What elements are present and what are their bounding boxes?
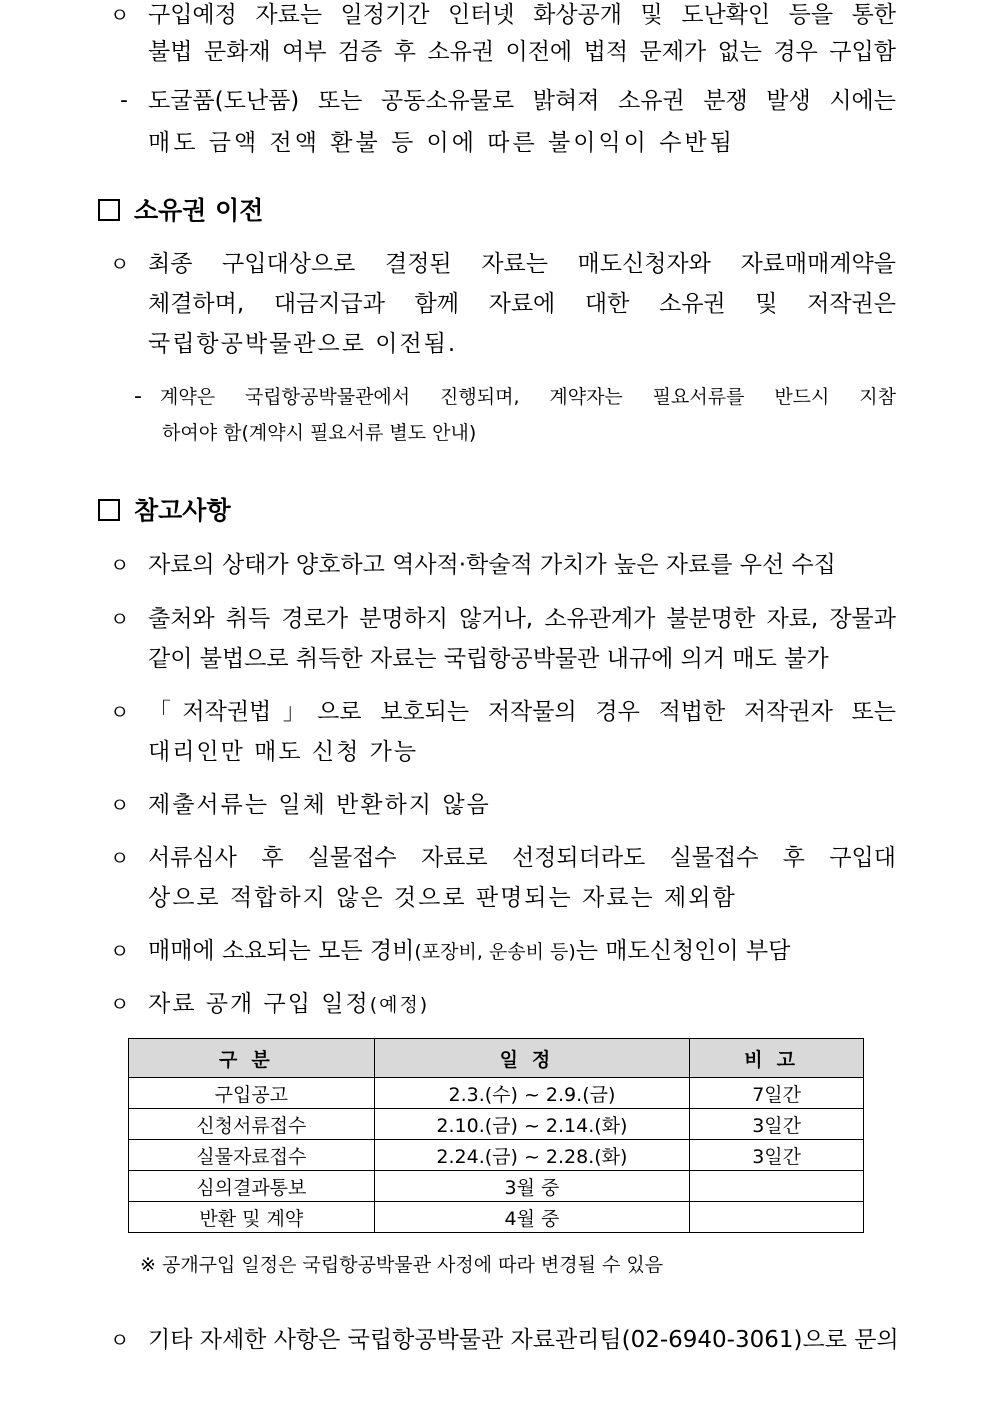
table-cell: 4월 중 [374, 1202, 690, 1233]
table-row [129, 1140, 864, 1171]
table-cell: 2.24.(금) ~ 2.28.(화) [374, 1140, 690, 1171]
table-row [129, 1171, 864, 1202]
note-line: 대리인만 매도 신청 가능 [148, 739, 419, 765]
ownership-sub-line: 하여야 함(계약시 필요서류 별도 안내) [162, 422, 477, 444]
table-cell: 3일간 [690, 1140, 864, 1171]
table-cell: 2.3.(수) ~ 2.9.(금) [374, 1078, 690, 1109]
bullet-icon: ㅇ [110, 992, 130, 1016]
dash-icon: - [134, 384, 142, 409]
note-line: 출처와 취득 경로가 분명하지 않거나, 소유관계가 불분명한 자료, 장물과 [148, 606, 896, 632]
section-heading-notes [98, 494, 231, 528]
table-cell: 2.10.(금) ~ 2.14.(화) [374, 1109, 690, 1140]
table-header-cell: 비고 [690, 1039, 864, 1078]
section-heading-ownership [98, 194, 263, 228]
checkbox-square-icon [98, 499, 120, 521]
bullet-icon: ㅇ [110, 846, 130, 870]
table-header-row [129, 1039, 864, 1078]
bullet-icon: ㅇ [110, 252, 130, 276]
table-header-cell: 일정 [374, 1039, 690, 1078]
checkbox-square-icon [98, 199, 120, 221]
section-heading-text: 소유권 이전 [134, 196, 264, 225]
ownership-item-line: 국립항공박물관으로 이전됨. [148, 331, 458, 357]
intro-sub-line: 도굴품(도난품) 또는 공동소유물로 밝혀져 소유권 분쟁 발생 시에는 [148, 88, 896, 114]
note-text-small: (포장비, 운송비 등) [414, 941, 576, 963]
table-cell: 3월 중 [374, 1171, 690, 1202]
table-cell: 심의결과통보 [129, 1171, 375, 1202]
bullet-icon: ㅇ [110, 939, 130, 963]
table-header-cell: 구분 [129, 1039, 375, 1078]
note-line: 상으로 적합하지 않은 것으로 판명되는 자료는 제외함 [148, 885, 737, 911]
note-line: 자료의 상태가 양호하고 역사적·학술적 가치가 높은 자료를 우선 수집 [148, 552, 836, 578]
bullet-icon: ㅇ [110, 1328, 130, 1352]
bullet-icon: ㅇ [110, 793, 130, 817]
table-cell: 3일간 [690, 1109, 864, 1140]
note-text: 매매에 소요되는 모든 경비 [148, 938, 415, 964]
ownership-sub-line: 계약은 국립항공박물관에서 진행되며, 계약자는 필요서류를 반드시 지참 [160, 386, 896, 408]
intro-item-line: 불법 문화재 여부 검증 후 소유권 이전에 법적 문제가 없는 경우 구입함 [148, 39, 896, 65]
table-cell: 실물자료접수 [129, 1140, 375, 1171]
note-text: 자료 공개 구입 일정 [148, 991, 370, 1017]
intro-item-line: 구입예정 자료는 일정기간 인터넷 화상공개 및 도난확인 등을 통한 [148, 2, 896, 28]
table-row [129, 1109, 864, 1140]
bullet-icon: ㅇ [110, 700, 130, 724]
table-row [129, 1202, 864, 1233]
intro-sub-line: 매도 금액 전액 환불 등 이에 따른 불이익이 수반됨 [148, 130, 735, 156]
section-heading-text: 참고사항 [134, 496, 231, 525]
table-row [129, 1078, 864, 1109]
note-line [148, 989, 429, 1020]
table-cell [690, 1202, 864, 1233]
note-line: 제출서류는 일체 반환하지 않음 [148, 792, 491, 818]
table-cell: 구입공고 [129, 1078, 375, 1109]
note-line: 서류심사 후 실물접수 자료로 선정되더라도 실물접수 후 구입대 [148, 845, 896, 871]
note-line: 기타 자세한 사항은 국립항공박물관 자료관리팀(02-6940-3061)으로 문의 [148, 1327, 899, 1353]
bullet-icon: ㅇ [110, 553, 130, 577]
ownership-item-line: 체결하며, 대금지급과 함께 자료에 대한 소유권 및 저작권은 [148, 291, 896, 317]
ownership-item-line: 최종 구입대상으로 결정된 자료는 매도신청자와 자료매매계약을 [148, 251, 896, 277]
note-text-small: (예정) [369, 994, 430, 1016]
note-line: 「저작권법」으로 보호되는 저작물의 경우 적법한 저작권자 또는 [148, 699, 896, 725]
bullet-icon: ㅇ [110, 607, 130, 631]
note-line [148, 936, 790, 967]
schedule-table [128, 1038, 864, 1233]
table-cell: 7일간 [690, 1078, 864, 1109]
note-line: 같이 불법으로 취득한 자료는 국립항공박물관 내규에 의거 매도 불가 [148, 646, 829, 672]
dash-icon: - [120, 88, 128, 113]
table-cell: 반환 및 계약 [129, 1202, 375, 1233]
bullet-icon: ㅇ [110, 3, 130, 27]
table-cell [690, 1171, 864, 1202]
schedule-footnote: ※ 공개구입 일정은 국립항공박물관 사정에 따라 변경될 수 있음 [140, 1254, 664, 1276]
table-cell: 신청서류접수 [129, 1109, 375, 1140]
note-text: 는 매도신청인이 부담 [575, 938, 791, 964]
